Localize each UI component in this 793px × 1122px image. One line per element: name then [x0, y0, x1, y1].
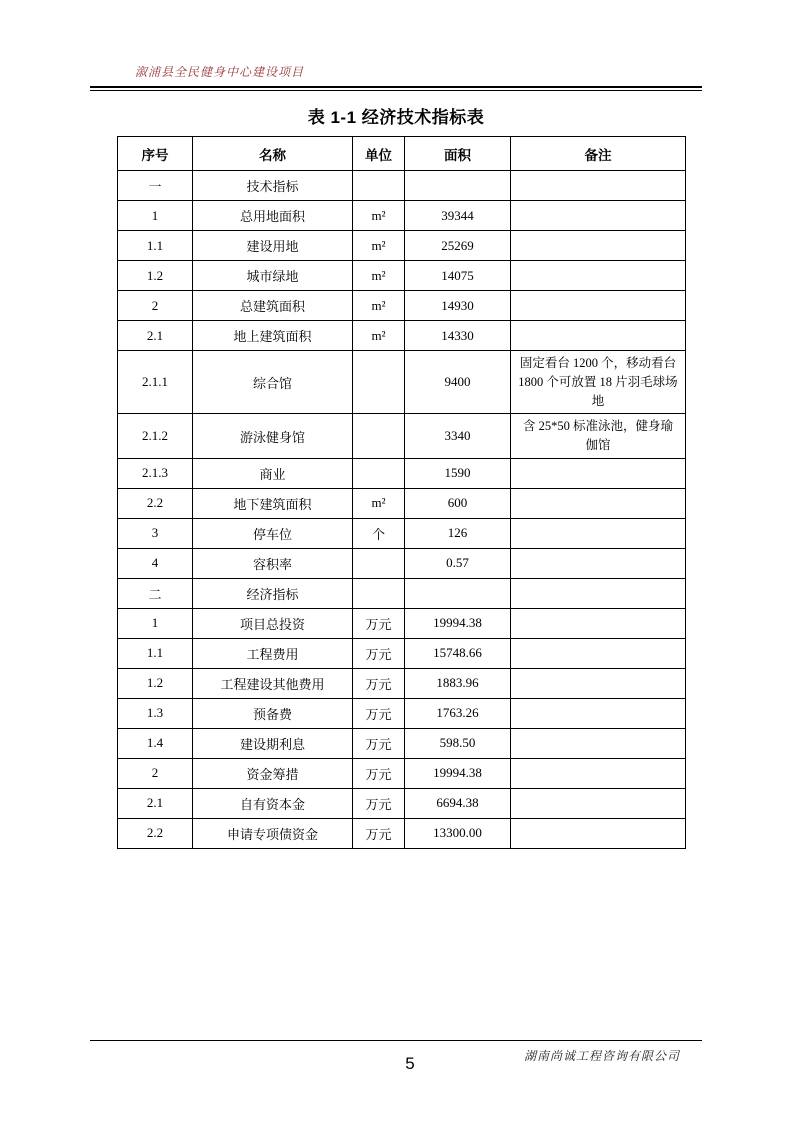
page-number: 5 [405, 1054, 415, 1073]
table-row [118, 758, 686, 788]
cell-remark [511, 758, 686, 788]
table-row [118, 321, 686, 351]
cell-name: 建设用地 [193, 231, 353, 261]
column-header-unit: 单位 [353, 137, 405, 171]
cell-unit [353, 414, 405, 459]
cell-area: 1883.96 [405, 668, 511, 698]
cell-unit: 万元 [353, 608, 405, 638]
cell-unit: 万元 [353, 668, 405, 698]
cell-area: 19994.38 [405, 758, 511, 788]
cell-remark [511, 488, 686, 518]
header-double-rule [90, 86, 702, 91]
cell-remark [511, 231, 686, 261]
table-row [118, 578, 686, 608]
table-row [118, 638, 686, 668]
cell-area: 600 [405, 488, 511, 518]
cell-name: 城市绿地 [193, 261, 353, 291]
cell-unit: m² [353, 321, 405, 351]
cell-unit: 个 [353, 518, 405, 548]
cell-name: 总用地面积 [193, 201, 353, 231]
cell-remark [511, 638, 686, 668]
table-row [118, 351, 686, 414]
cell-unit: 万元 [353, 698, 405, 728]
cell-no: 1.2 [118, 668, 193, 698]
cell-area: 1590 [405, 458, 511, 488]
cell-area: 15748.66 [405, 638, 511, 668]
table-row [118, 458, 686, 488]
table-row [118, 668, 686, 698]
cell-name: 商业 [193, 458, 353, 488]
cell-remark [511, 171, 686, 201]
cell-remark [511, 698, 686, 728]
cell-name: 工程费用 [193, 638, 353, 668]
cell-area: 19994.38 [405, 608, 511, 638]
cell-area: 0.57 [405, 548, 511, 578]
cell-area [405, 171, 511, 201]
cell-unit: m² [353, 488, 405, 518]
cell-unit [353, 578, 405, 608]
cell-remark [511, 201, 686, 231]
cell-no: 3 [118, 518, 193, 548]
cell-unit: 万元 [353, 728, 405, 758]
cell-unit [353, 351, 405, 414]
cell-no: 1 [118, 608, 193, 638]
cell-no: 1.3 [118, 698, 193, 728]
cell-name: 申请专项债资金 [193, 818, 353, 848]
cell-remark [511, 788, 686, 818]
footer-rule [90, 1040, 702, 1041]
column-header-name: 名称 [193, 137, 353, 171]
table-body [118, 171, 686, 849]
cell-area: 14075 [405, 261, 511, 291]
cell-unit [353, 458, 405, 488]
table-row [118, 548, 686, 578]
cell-remark [511, 668, 686, 698]
cell-no: 1.1 [118, 231, 193, 261]
table-header-row [118, 137, 686, 171]
cell-name: 工程建设其他费用 [193, 668, 353, 698]
cell-remark [511, 291, 686, 321]
cell-no: 2.1.1 [118, 351, 193, 414]
column-header-remark: 备注 [511, 137, 686, 171]
cell-name: 建设期利息 [193, 728, 353, 758]
cell-name: 技术指标 [193, 171, 353, 201]
cell-unit: 万元 [353, 638, 405, 668]
cell-name: 资金筹措 [193, 758, 353, 788]
table-row [118, 231, 686, 261]
cell-no: 1.4 [118, 728, 193, 758]
cell-name: 经济指标 [193, 578, 353, 608]
table-row [118, 728, 686, 758]
table-row [118, 818, 686, 848]
cell-name: 预备费 [193, 698, 353, 728]
cell-name: 游泳健身馆 [193, 414, 353, 459]
cell-unit: 万元 [353, 758, 405, 788]
header-project-title: 溆浦县全民健身中心建设项目 [135, 65, 305, 79]
cell-unit: m² [353, 231, 405, 261]
cell-no: 2.1 [118, 321, 193, 351]
cell-unit: 万元 [353, 818, 405, 848]
table-row [118, 608, 686, 638]
table-row [118, 201, 686, 231]
cell-remark: 含 25*50 标准泳池，健身瑜伽馆 [511, 414, 686, 459]
cell-name: 自有资本金 [193, 788, 353, 818]
cell-unit: m² [353, 261, 405, 291]
cell-remark [511, 548, 686, 578]
cell-area: 598.50 [405, 728, 511, 758]
cell-no: 1.1 [118, 638, 193, 668]
cell-area: 25269 [405, 231, 511, 261]
cell-remark [511, 578, 686, 608]
cell-area: 6694.38 [405, 788, 511, 818]
cell-name: 容积率 [193, 548, 353, 578]
cell-no: 2 [118, 291, 193, 321]
cell-area: 3340 [405, 414, 511, 459]
cell-remark [511, 321, 686, 351]
cell-area: 9400 [405, 351, 511, 414]
cell-no: 二 [118, 578, 193, 608]
cell-no: 2.2 [118, 818, 193, 848]
footer-company-name: 湖南尚诚工程咨询有限公司 [523, 1049, 680, 1063]
cell-name: 地下建筑面积 [193, 488, 353, 518]
table-row [118, 171, 686, 201]
cell-area: 39344 [405, 201, 511, 231]
column-header-area: 面积 [405, 137, 511, 171]
table-title: 表 1-1 经济技术指标表 [307, 108, 485, 127]
cell-name: 地上建筑面积 [193, 321, 353, 351]
cell-name: 停车位 [193, 518, 353, 548]
cell-name: 总建筑面积 [193, 291, 353, 321]
table-row [118, 488, 686, 518]
column-header-no: 序号 [118, 137, 193, 171]
indicator-table [117, 136, 686, 849]
table-row [118, 414, 686, 459]
cell-area: 1763.26 [405, 698, 511, 728]
cell-remark: 固定看台 1200 个，移动看台 1800 个可放置 18 片羽毛球场地 [511, 351, 686, 414]
cell-unit: 万元 [353, 788, 405, 818]
cell-remark [511, 458, 686, 488]
cell-unit: m² [353, 291, 405, 321]
cell-no: 2.1.2 [118, 414, 193, 459]
cell-no: 2.1 [118, 788, 193, 818]
cell-name: 项目总投资 [193, 608, 353, 638]
cell-area: 14930 [405, 291, 511, 321]
cell-unit [353, 548, 405, 578]
cell-area: 14330 [405, 321, 511, 351]
cell-area: 13300.00 [405, 818, 511, 848]
cell-no: 2.2 [118, 488, 193, 518]
cell-no: 2 [118, 758, 193, 788]
cell-area [405, 578, 511, 608]
cell-unit [353, 171, 405, 201]
cell-unit: m² [353, 201, 405, 231]
cell-remark [511, 608, 686, 638]
table-row [118, 518, 686, 548]
cell-remark [511, 518, 686, 548]
table-row [118, 788, 686, 818]
table-row [118, 261, 686, 291]
cell-no: 1 [118, 201, 193, 231]
cell-no: 1.2 [118, 261, 193, 291]
page-header [90, 64, 702, 91]
cell-remark [511, 261, 686, 291]
cell-area: 126 [405, 518, 511, 548]
cell-name: 综合馆 [193, 351, 353, 414]
cell-no: 4 [118, 548, 193, 578]
cell-remark [511, 818, 686, 848]
cell-remark [511, 728, 686, 758]
cell-no: 一 [118, 171, 193, 201]
cell-no: 2.1.3 [118, 458, 193, 488]
table-row [118, 698, 686, 728]
table-row [118, 291, 686, 321]
